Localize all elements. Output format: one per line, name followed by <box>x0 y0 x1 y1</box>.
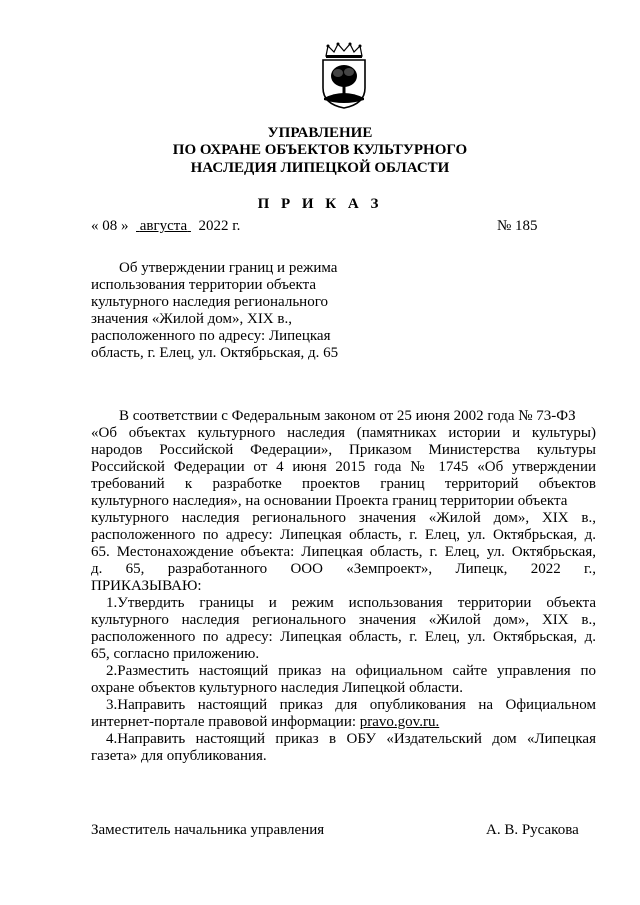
subject-line: значения «Жилой дом», XIX в., <box>91 311 292 327</box>
body-line: расположенного по адресу: Липецкая область, г. Елец, ул. Октябрьская, д. <box>91 629 596 645</box>
body-line: д. 65, разработанного ООО «Земпроект», Липецк, 2022 г., <box>91 561 596 577</box>
date-month: августа <box>139 218 188 234</box>
directive-1: 1.Утвердить границы и режим использования территории объекта <box>106 595 596 611</box>
date-year: 2022 г. <box>198 218 241 234</box>
agency-name-line-1: УПРАВЛЕНИЕ <box>267 125 373 141</box>
subject-line: Об утверждении границ и режима <box>119 260 338 276</box>
body-line: народов Российской Федерации», Приказом Министерства культуры <box>91 442 596 458</box>
body-line: охране объектов культурного наследия Липецкой области. <box>91 680 463 696</box>
order-date <box>91 218 240 235</box>
order-title: П Р И К А З <box>257 196 383 212</box>
body-line: «Об объектах культурного наследия (памятниках истории и культуры) <box>91 425 596 441</box>
body-line: Российской Федерации от 4 июня 2015 года № 1745 «Об утверждении <box>91 459 596 475</box>
directive-2: 2.Разместить настоящий приказ на официальном сайте управления по <box>106 663 596 679</box>
directive-4: 4.Направить настоящий приказ в ОБУ «Издательский дом «Липецкая <box>106 731 596 747</box>
body-line: газета» для опубликования. <box>91 748 267 764</box>
body-line: ПРИКАЗЫВАЮ: <box>91 578 202 594</box>
agency-name-line-2: ПО ОХРАНЕ ОБЪЕКТОВ КУЛЬТУРНОГО <box>172 142 468 158</box>
body-line: требований к разработке проектов границ территорий объектов <box>91 476 596 492</box>
body-line: 65, согласно приложению. <box>91 646 260 662</box>
signer-name: А. В. Русакова <box>486 822 579 838</box>
subject-line: область, г. Елец, ул. Октябрьская, д. 65 <box>91 345 339 361</box>
body-line: расположенного по адресу: Липецкая область, г. Елец, ул. Октябрьская, д. <box>91 527 596 543</box>
order-number: № 185 <box>497 218 538 234</box>
subject-line: использования территории объекта <box>91 277 316 293</box>
body-line: интернет-портале правовой информации: pravo.gov.ru. <box>91 714 440 730</box>
coat-of-arms-icon <box>318 42 368 108</box>
directive-3: 3.Направить настоящий приказ для опубликования на Официальном <box>106 697 596 713</box>
date-day: « 08 » <box>91 218 129 234</box>
body-line: В соответствии с Федеральным законом от 25 июня 2002 года № 73-ФЗ <box>119 408 576 424</box>
body-line: культурного наследия регионального значения «Жилой дом», XIX в., <box>91 612 596 628</box>
body-line: культурного наследия регионального значения «Жилой дом», XIX в., <box>91 510 596 526</box>
body-line: культурного наследия», на основании Проекта границ территории объекта <box>91 493 568 509</box>
body-line: 65. Местонахождение объекта: Липецкая область, г. Елец, ул. Октябрьская, <box>91 544 596 560</box>
signer-title: Заместитель начальника управления <box>91 822 325 838</box>
subject-line: культурного наследия регионального <box>91 294 328 310</box>
order-subject <box>91 260 391 362</box>
order-body <box>91 408 596 765</box>
pravo-gov-ru-link[interactable]: pravo.gov.ru. <box>359 714 440 730</box>
agency-name-line-3: НАСЛЕДИЯ ЛИПЕЦКОЙ ОБЛАСТИ <box>190 160 450 176</box>
subject-line: расположенного по адресу: Липецкая <box>91 328 331 344</box>
